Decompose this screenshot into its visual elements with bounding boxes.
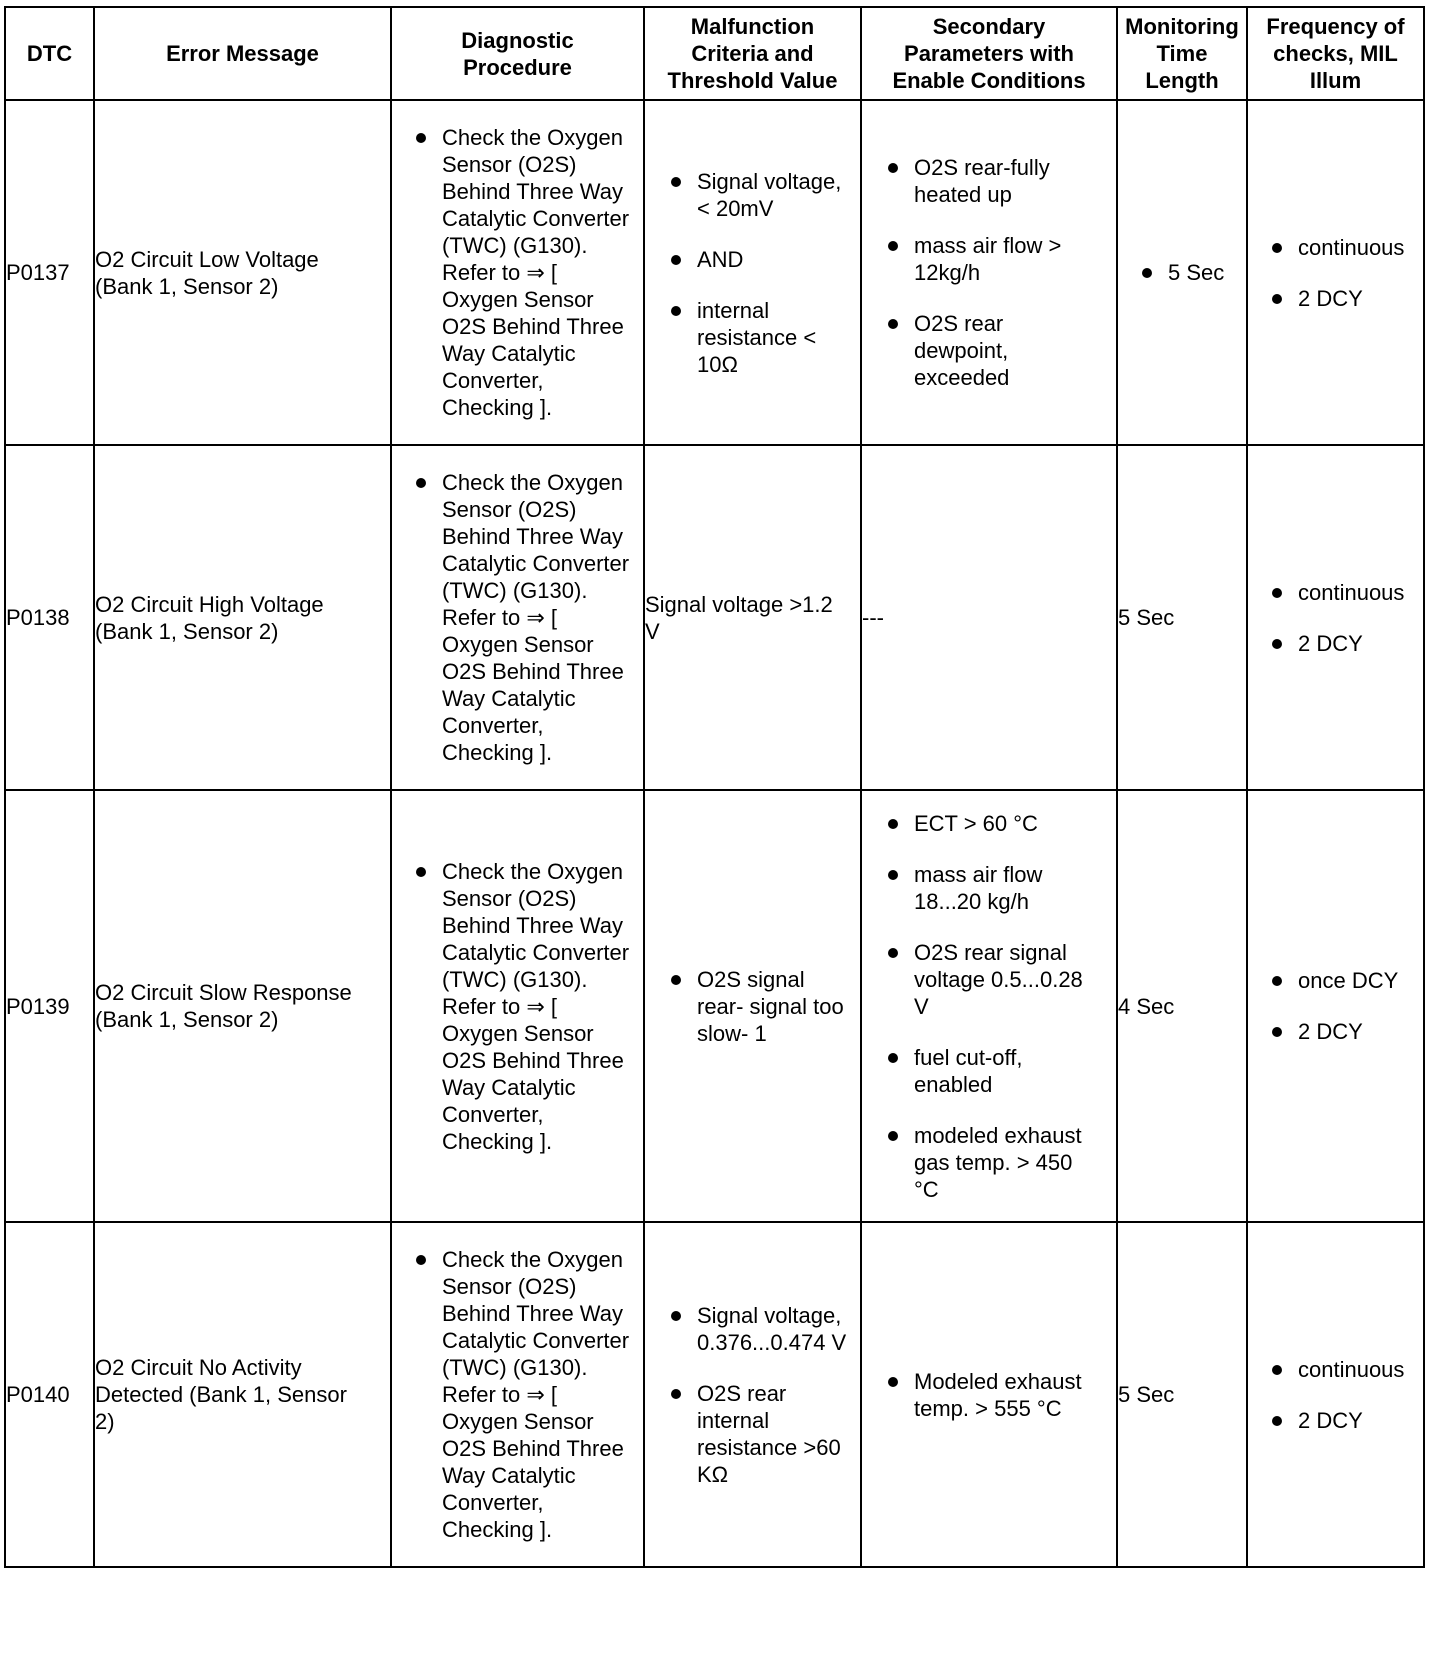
table-row xyxy=(5,100,1424,445)
table-body xyxy=(5,100,1424,1567)
bullet-item: 2 DCY xyxy=(1298,1407,1423,1434)
diagnostic-procedure xyxy=(391,1222,644,1567)
monitoring-time-header: Monitoring Time Length xyxy=(1117,7,1247,100)
malfunction-criteria xyxy=(644,1222,861,1567)
bullet-item: O2S rear internal resistance >60 KΩ xyxy=(697,1380,856,1488)
bullet-item: Check the Oxygen Sensor (O2S) Behind Three Way Catalytic Converter (TWC) (G130). Refer to ⇒ [ Oxygen Sensor O2S Behind Three Way Catalytic Converter, Checking ]. xyxy=(442,1246,639,1543)
frequency-header: Frequency of checks, MIL Illum xyxy=(1247,7,1424,100)
secondary-parameters xyxy=(861,100,1117,445)
malfunction-criteria xyxy=(644,100,861,445)
bullet-list xyxy=(392,858,643,1155)
diagnostic-procedure xyxy=(391,790,644,1222)
bullet-item: modeled exhaust gas temp. > 450 °C xyxy=(914,1122,1112,1203)
dtc-code: P0138 xyxy=(5,445,94,790)
bullet-item: Modeled exhaust temp. > 555 °C xyxy=(914,1368,1112,1422)
bullet-item: fuel cut-off, enabled xyxy=(914,1044,1112,1098)
bullet-list xyxy=(1248,1356,1423,1434)
bullet-item: O2S rear signal voltage 0.5...0.28 V xyxy=(914,939,1112,1020)
malfunction-criteria-header: Malfunction Criteria and Threshold Value xyxy=(644,7,861,100)
secondary-parameters-header: Secondary Parameters with Enable Conditions xyxy=(861,7,1117,100)
frequency-mil xyxy=(1247,445,1424,790)
malfunction-criteria: Signal voltage >1.2 V xyxy=(644,445,861,790)
frequency-mil xyxy=(1247,1222,1424,1567)
bullet-item: 2 DCY xyxy=(1298,630,1423,657)
bullet-item: O2S signal rear- signal too slow- 1 xyxy=(697,966,856,1047)
bullet-list xyxy=(645,168,860,378)
secondary-parameters xyxy=(861,790,1117,1222)
monitoring-time: 5 Sec xyxy=(1117,1222,1247,1567)
bullet-list xyxy=(392,469,643,766)
bullet-list xyxy=(645,1302,860,1488)
bullet-list xyxy=(862,154,1116,391)
bullet-item: O2S rear dewpoint, exceeded xyxy=(914,310,1112,391)
bullet-item: O2S rear-fully heated up xyxy=(914,154,1112,208)
bullet-item: internal resistance < 10Ω xyxy=(697,297,856,378)
bullet-item: mass air flow > 12kg/h xyxy=(914,232,1112,286)
frequency-mil xyxy=(1247,790,1424,1222)
bullet-list xyxy=(645,966,860,1047)
dtc-code: P0139 xyxy=(5,790,94,1222)
monitoring-time: 5 Sec xyxy=(1117,445,1247,790)
bullet-item: continuous xyxy=(1298,1356,1423,1383)
bullet-item: Check the Oxygen Sensor (O2S) Behind Three Way Catalytic Converter (TWC) (G130). Refer to ⇒ [ Oxygen Sensor O2S Behind Three Way Catalytic Converter, Checking ]. xyxy=(442,858,639,1155)
bullet-list xyxy=(1248,579,1423,657)
dtc-code: P0137 xyxy=(5,100,94,445)
bullet-list xyxy=(1248,967,1423,1045)
bullet-item: Signal voltage, 0.376...0.474 V xyxy=(697,1302,856,1356)
bullet-list xyxy=(392,124,643,421)
bullet-item: 2 DCY xyxy=(1298,1018,1423,1045)
bullet-item: continuous xyxy=(1298,234,1423,261)
error-message-header: Error Message xyxy=(94,7,391,100)
bullet-item: 5 Sec xyxy=(1168,259,1246,286)
error-message: O2 Circuit Low Voltage (Bank 1, Sensor 2) xyxy=(94,100,391,445)
bullet-item: Signal voltage, < 20mV xyxy=(697,168,856,222)
error-message: O2 Circuit Slow Response (Bank 1, Sensor 2) xyxy=(94,790,391,1222)
monitoring-time xyxy=(1117,100,1247,445)
monitoring-time: 4 Sec xyxy=(1117,790,1247,1222)
dtc-table xyxy=(4,6,1425,1568)
frequency-mil xyxy=(1247,100,1424,445)
error-message: O2 Circuit No Activity Detected (Bank 1, Sensor 2) xyxy=(94,1222,391,1567)
diagnostic-procedure-header: Diagnostic Procedure xyxy=(391,7,644,100)
secondary-parameters: --- xyxy=(861,445,1117,790)
header-row xyxy=(5,7,1424,100)
table-row xyxy=(5,445,1424,790)
bullet-list xyxy=(862,1368,1116,1422)
diagnostic-procedure xyxy=(391,445,644,790)
bullet-list xyxy=(1248,234,1423,312)
bullet-item: continuous xyxy=(1298,579,1423,606)
bullet-item: Check the Oxygen Sensor (O2S) Behind Three Way Catalytic Converter (TWC) (G130). Refer to ⇒ [ Oxygen Sensor O2S Behind Three Way Catalytic Converter, Checking ]. xyxy=(442,469,639,766)
table-row xyxy=(5,1222,1424,1567)
diagnostic-procedure xyxy=(391,100,644,445)
bullet-list xyxy=(392,1246,643,1543)
error-message: O2 Circuit High Voltage (Bank 1, Sensor 2) xyxy=(94,445,391,790)
dtc-code: P0140 xyxy=(5,1222,94,1567)
bullet-list xyxy=(1118,259,1246,286)
bullet-list xyxy=(862,810,1116,1203)
bullet-item: once DCY xyxy=(1298,967,1423,994)
bullet-item: 2 DCY xyxy=(1298,285,1423,312)
bullet-item: AND xyxy=(697,246,856,273)
dtc-header: DTC xyxy=(5,7,94,100)
bullet-item: mass air flow 18...20 kg/h xyxy=(914,861,1112,915)
table-row xyxy=(5,790,1424,1222)
bullet-item: ECT > 60 °C xyxy=(914,810,1112,837)
secondary-parameters xyxy=(861,1222,1117,1567)
malfunction-criteria xyxy=(644,790,861,1222)
bullet-item: Check the Oxygen Sensor (O2S) Behind Three Way Catalytic Converter (TWC) (G130). Refer to ⇒ [ Oxygen Sensor O2S Behind Three Way Catalytic Converter, Checking ]. xyxy=(442,124,639,421)
